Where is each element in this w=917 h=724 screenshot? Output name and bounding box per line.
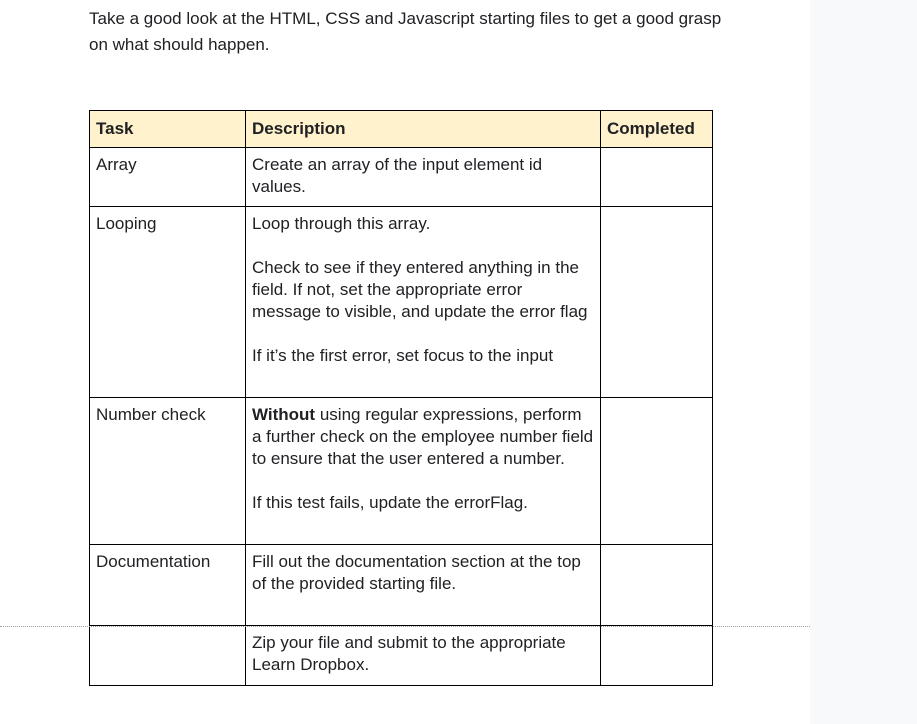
table-header-row (90, 111, 713, 148)
task-table (89, 110, 713, 686)
description-text: If this test fails, update the errorFlag. (252, 493, 528, 512)
table-row (90, 545, 713, 626)
task-cell: Number check (90, 398, 246, 545)
description-text: Loop through this array. (252, 214, 431, 233)
header-completed: Completed (601, 111, 713, 148)
description-text: Zip your file and submit to the appropriate Learn Dropbox. (252, 633, 566, 674)
description-bold-text: Without (252, 405, 316, 424)
page-break-divider (0, 626, 810, 627)
description-text: Check to see if they entered anything in the field. If not, set the appropriate error message to visible, and update the error flag (252, 258, 588, 321)
description-rest-text: using regular expressions, perform a further check on the employee number field to ensure that the user entered a number. (252, 405, 594, 468)
completed-cell[interactable] (601, 207, 713, 398)
table-row (90, 626, 713, 686)
completed-cell[interactable] (601, 398, 713, 545)
description-text (252, 404, 594, 470)
intro-paragraph: Take a good look at the HTML, CSS and Javascript starting files to get a good grasp on what should happen. (89, 9, 722, 54)
completed-cell[interactable] (601, 148, 713, 207)
completed-cell[interactable] (601, 545, 713, 626)
table-row (90, 148, 713, 207)
description-text: Create an array of the input element id values. (252, 155, 543, 196)
task-cell: Looping (90, 207, 246, 398)
description-cell (246, 207, 601, 398)
description-text: If it’s the first error, set focus to the input (252, 346, 554, 365)
description-cell (246, 148, 601, 207)
table-row (90, 207, 713, 398)
task-cell: Array (90, 148, 246, 207)
table-row (90, 398, 713, 545)
completed-cell[interactable] (601, 626, 713, 686)
description-cell (246, 626, 601, 686)
header-task: Task (90, 111, 246, 148)
description-text: Fill out the documentation section at the top of the provided starting file. (252, 552, 581, 593)
header-description: Description (246, 111, 601, 148)
description-cell (246, 545, 601, 626)
description-cell (246, 398, 601, 545)
task-cell (90, 626, 246, 686)
task-cell: Documentation (90, 545, 246, 626)
